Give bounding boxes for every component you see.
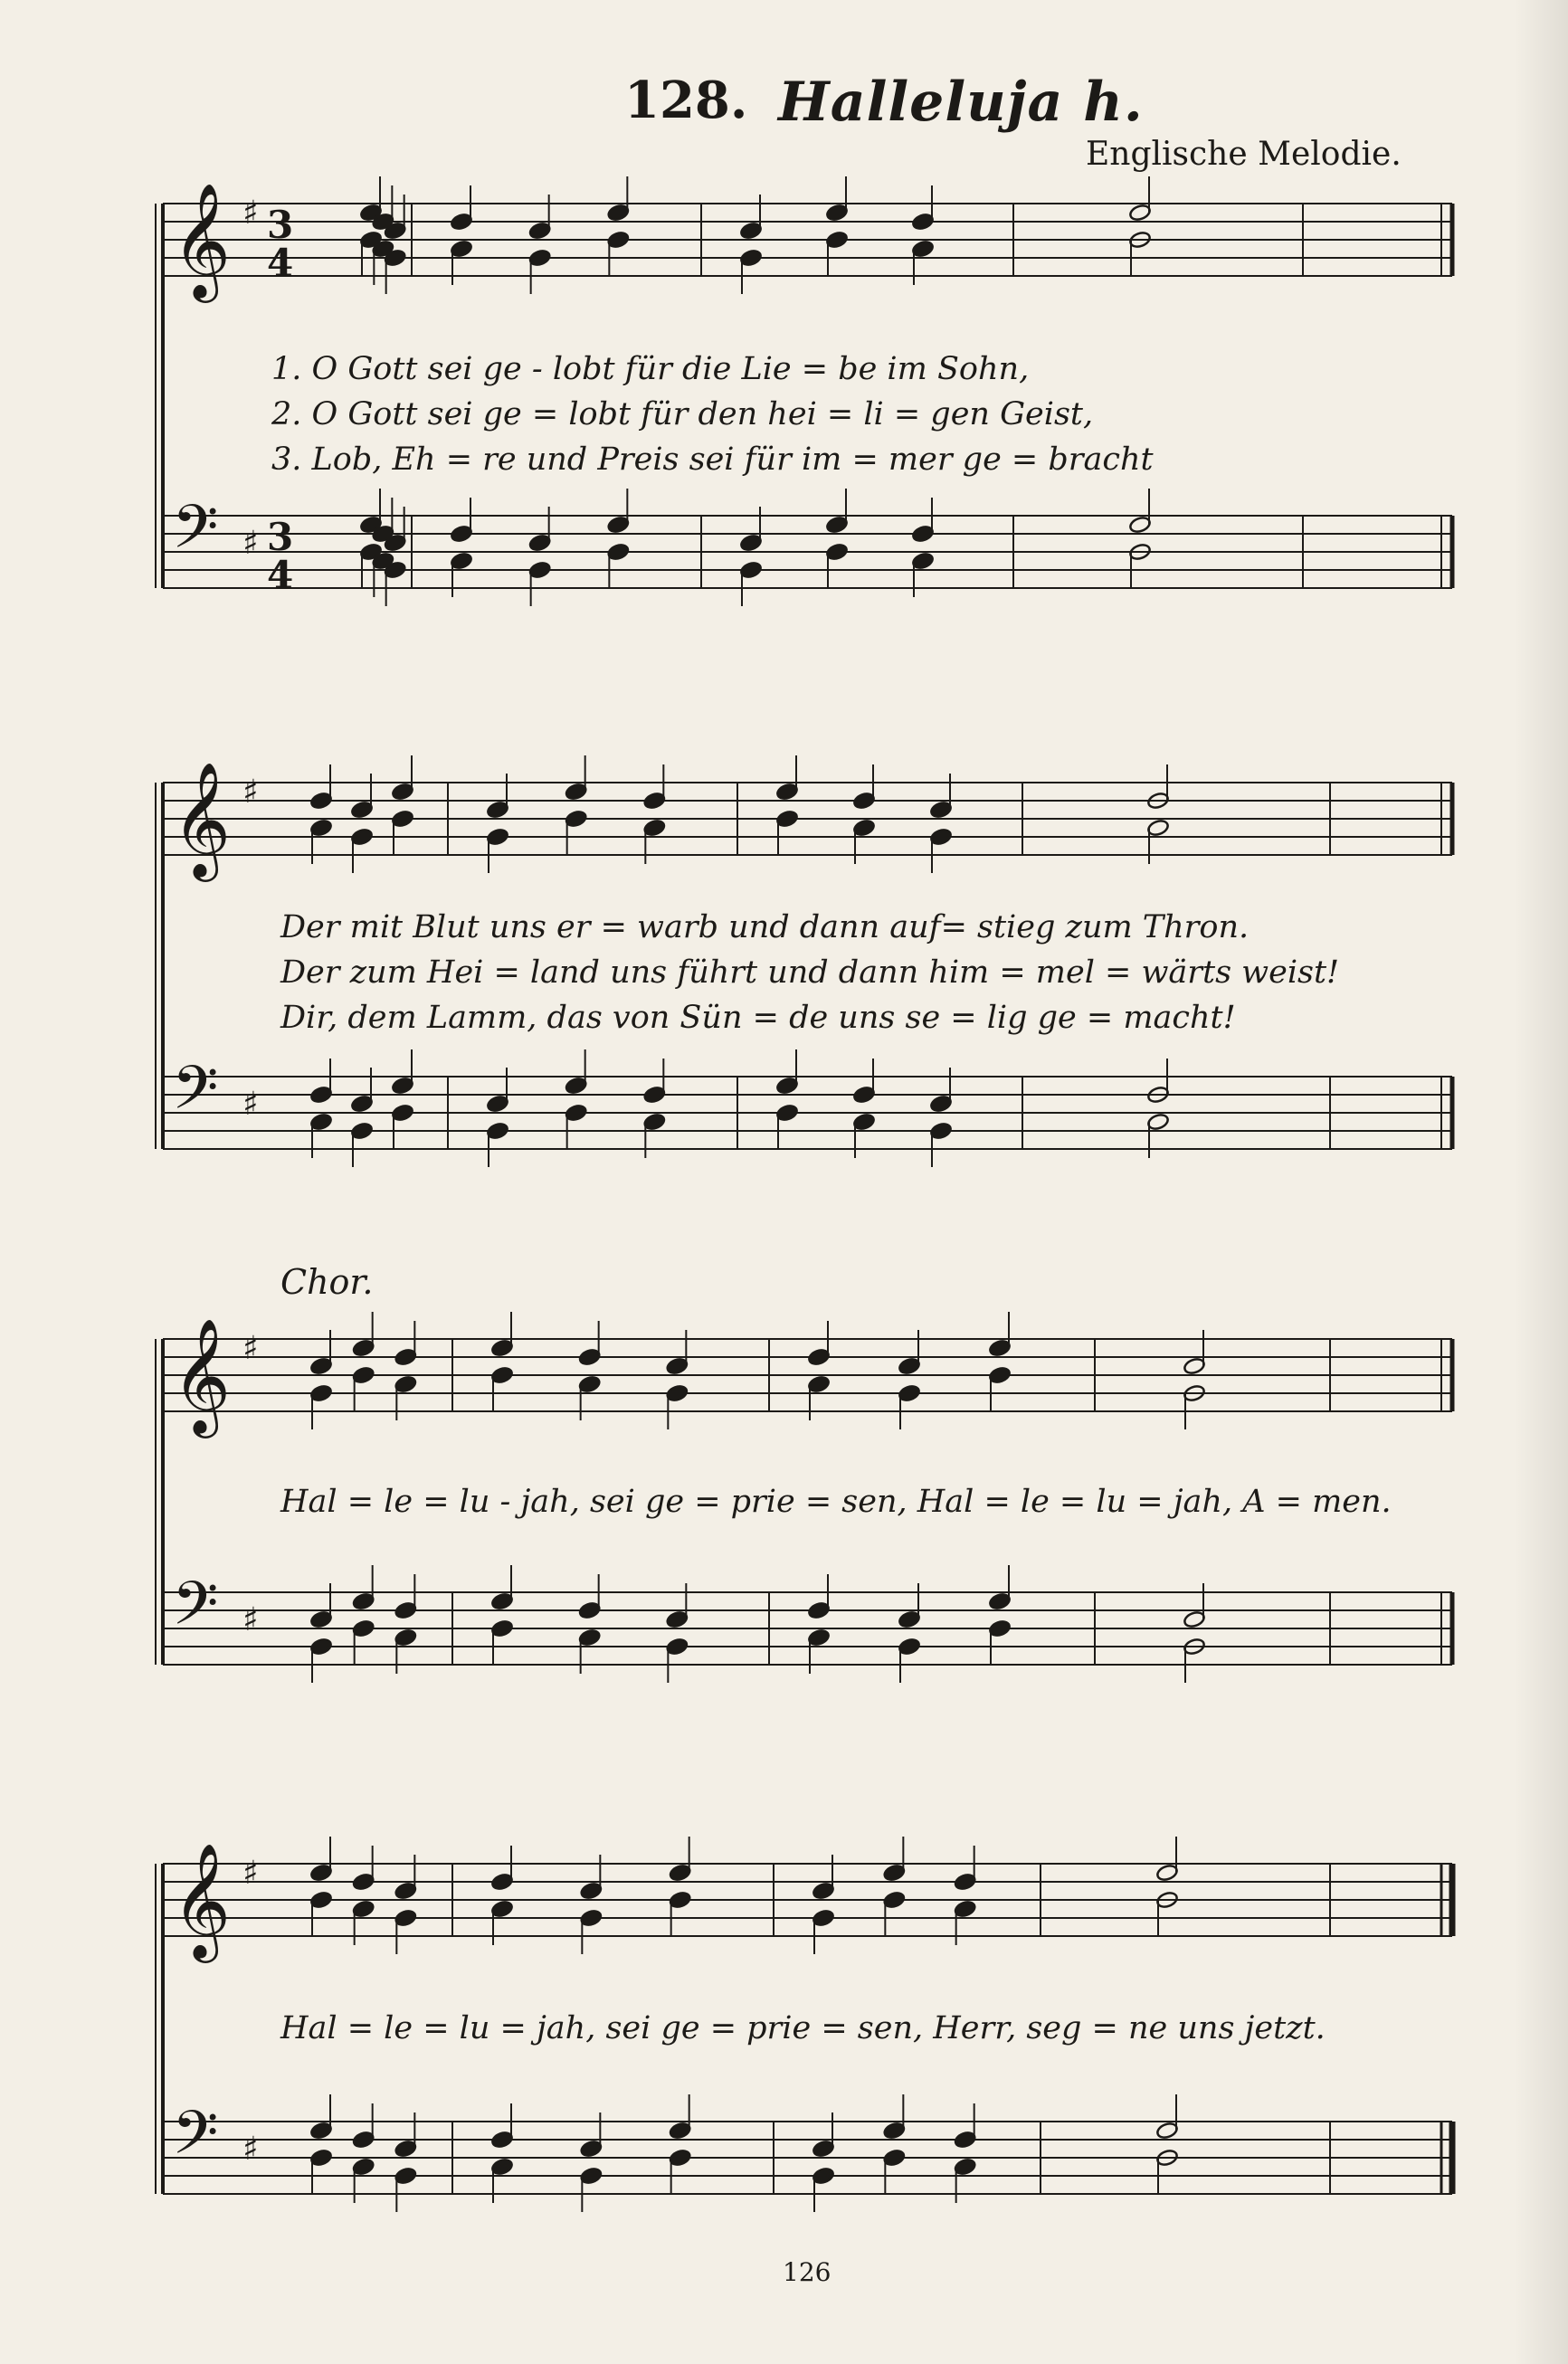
note-head bbox=[391, 810, 413, 829]
note-head bbox=[607, 231, 630, 250]
note-head bbox=[807, 1348, 830, 1367]
note-head bbox=[807, 1601, 830, 1620]
lyric-line-verse3-b: Dir, dem Lamm, das von Sün = de uns se = lig ge = macht! bbox=[280, 1000, 1236, 1036]
note-head bbox=[643, 819, 666, 838]
note-head bbox=[954, 1873, 976, 1892]
note-head bbox=[883, 1864, 906, 1883]
note-head bbox=[350, 801, 373, 820]
note-head bbox=[852, 819, 875, 838]
note-head bbox=[643, 792, 666, 811]
note-head bbox=[486, 1122, 508, 1141]
note-head bbox=[528, 561, 551, 580]
note-head bbox=[309, 1610, 332, 1629]
note-head bbox=[883, 1891, 906, 1910]
note-head bbox=[775, 1077, 798, 1096]
note-head bbox=[565, 810, 587, 829]
lyric-line-verse1-b: Der mit Blut uns er = warb und dann auf= stieg zum Thron. bbox=[280, 909, 1250, 945]
note-head bbox=[898, 1357, 920, 1376]
bass-clef-icon: 𝄢 bbox=[172, 1569, 219, 1653]
note-head bbox=[812, 2140, 834, 2159]
note-head bbox=[883, 2149, 906, 2168]
note-head bbox=[954, 2158, 976, 2177]
note-head bbox=[450, 525, 472, 544]
sharp-icon: ♯ bbox=[242, 1601, 259, 1638]
note-head bbox=[578, 1375, 601, 1394]
note-head bbox=[911, 525, 934, 544]
note-head bbox=[490, 1900, 513, 1919]
note-head bbox=[490, 1339, 513, 1358]
note-head bbox=[309, 1113, 332, 1132]
note-head bbox=[1128, 516, 1151, 535]
lyric-line-verse1-a: 1. O Gott sei ge - lobt für die Lie = be im Sohn, bbox=[271, 351, 1030, 387]
treble-clef-icon: 𝄞 bbox=[172, 1317, 232, 1433]
note-head bbox=[450, 552, 472, 571]
note-head bbox=[490, 2131, 513, 2150]
note-head bbox=[607, 543, 630, 562]
note-head bbox=[309, 2149, 332, 2168]
note-head bbox=[883, 2122, 906, 2141]
note-head bbox=[580, 2140, 603, 2159]
note-head bbox=[775, 783, 798, 802]
note-head bbox=[898, 1384, 920, 1403]
sharp-icon: ♯ bbox=[242, 1086, 259, 1123]
note-head bbox=[352, 1619, 375, 1638]
note-head bbox=[394, 1375, 417, 1394]
note-head bbox=[394, 1601, 417, 1620]
note-head bbox=[450, 213, 472, 232]
note-head bbox=[565, 1077, 587, 1096]
chorus-label: Chor. bbox=[280, 1262, 374, 1302]
binding-shadow bbox=[1514, 0, 1568, 2364]
time-signature-bottom: 4 bbox=[267, 553, 294, 597]
lyric-line-verse2-a: 2. O Gott sei ge = lobt für den hei = li = gen Geist, bbox=[271, 396, 1094, 432]
note-head bbox=[739, 249, 762, 268]
note-head bbox=[578, 1628, 601, 1647]
note-head bbox=[391, 783, 413, 802]
note-head bbox=[309, 2122, 332, 2141]
note-head bbox=[394, 2140, 417, 2159]
note-head bbox=[643, 1086, 666, 1105]
note-head bbox=[391, 1077, 413, 1096]
note-head bbox=[528, 222, 551, 241]
note-head bbox=[565, 1104, 587, 1123]
note-head bbox=[352, 2131, 375, 2150]
note-head bbox=[350, 1095, 373, 1114]
note-head bbox=[352, 1873, 375, 1892]
note-head bbox=[394, 1348, 417, 1367]
note-head bbox=[490, 1366, 513, 1385]
note-head bbox=[607, 204, 630, 223]
note-head bbox=[309, 1891, 332, 1910]
melody-source: Englische Melodie. bbox=[1086, 136, 1402, 173]
note-head bbox=[988, 1592, 1011, 1611]
note-head bbox=[309, 1086, 332, 1105]
note-head bbox=[812, 1909, 834, 1928]
note-head bbox=[812, 1882, 834, 1901]
note-head bbox=[954, 1900, 976, 1919]
note-head bbox=[739, 561, 762, 580]
note-head bbox=[309, 1638, 332, 1657]
note-head bbox=[911, 213, 934, 232]
note-head bbox=[1155, 2122, 1178, 2141]
note-head bbox=[352, 2158, 375, 2177]
note-head bbox=[775, 810, 798, 829]
note-head bbox=[486, 828, 508, 847]
note-head bbox=[490, 1873, 513, 1892]
lyric-line-verse2-b: Der zum Hei = land uns führt und dann him = mel = wärts weist! bbox=[280, 954, 1340, 991]
note-head bbox=[929, 1095, 952, 1114]
note-head bbox=[852, 1113, 875, 1132]
sharp-icon: ♯ bbox=[242, 1330, 259, 1367]
note-head bbox=[580, 1909, 603, 1928]
note-head bbox=[988, 1339, 1011, 1358]
note-head bbox=[807, 1628, 830, 1647]
note-head bbox=[1146, 819, 1169, 838]
note-head bbox=[490, 1592, 513, 1611]
lyric-line-verse3-a: 3. Lob, Eh = re und Preis sei für im = mer ge = bracht bbox=[271, 441, 1154, 478]
note-head bbox=[350, 1122, 373, 1141]
note-head bbox=[852, 1086, 875, 1105]
note-head bbox=[309, 1384, 332, 1403]
note-head bbox=[580, 1882, 603, 1901]
note-head bbox=[825, 543, 848, 562]
note-head bbox=[394, 1628, 417, 1647]
note-head bbox=[988, 1619, 1011, 1638]
bass-clef-icon: 𝄢 bbox=[172, 2098, 219, 2182]
note-head bbox=[394, 1882, 417, 1901]
note-head bbox=[1128, 204, 1151, 223]
note-head bbox=[812, 2167, 834, 2186]
note-head bbox=[352, 1592, 375, 1611]
note-head bbox=[669, 1891, 691, 1910]
note-head bbox=[954, 2131, 976, 2150]
sharp-icon: ♯ bbox=[242, 195, 259, 232]
treble-clef-icon: 𝄞 bbox=[172, 1842, 232, 1958]
note-head bbox=[1155, 1864, 1178, 1883]
note-head bbox=[309, 792, 332, 811]
note-head bbox=[352, 1339, 375, 1358]
note-head bbox=[450, 240, 472, 259]
note-head bbox=[391, 1104, 413, 1123]
note-head bbox=[807, 1375, 830, 1394]
note-head bbox=[352, 1366, 375, 1385]
note-head bbox=[607, 516, 630, 535]
note-head bbox=[669, 1864, 691, 1883]
note-head bbox=[739, 222, 762, 241]
note-head bbox=[309, 819, 332, 838]
note-head bbox=[486, 801, 508, 820]
note-head bbox=[578, 1601, 601, 1620]
note-head bbox=[669, 2122, 691, 2141]
note-head bbox=[1146, 1113, 1169, 1132]
note-head bbox=[666, 1384, 689, 1403]
note-head bbox=[565, 783, 587, 802]
treble-clef-icon: 𝄞 bbox=[172, 761, 232, 877]
sharp-icon: ♯ bbox=[242, 525, 259, 562]
hymn-number: 128. bbox=[624, 71, 748, 130]
note-head bbox=[352, 1900, 375, 1919]
time-signature-top: 3 bbox=[267, 203, 294, 247]
time-signature-top: 3 bbox=[267, 515, 294, 559]
note-head bbox=[394, 2167, 417, 2186]
note-head bbox=[350, 828, 373, 847]
note-head bbox=[825, 231, 848, 250]
note-head bbox=[666, 1638, 689, 1657]
note-head bbox=[490, 2158, 513, 2177]
note-head bbox=[1183, 1357, 1205, 1376]
note-head bbox=[669, 2149, 691, 2168]
note-head bbox=[666, 1610, 689, 1629]
treble-clef-icon: 𝄞 bbox=[172, 182, 232, 298]
hymn-title: Halleluja h. bbox=[778, 71, 1144, 134]
bass-clef-icon: 𝄢 bbox=[172, 1053, 219, 1137]
note-head bbox=[929, 1122, 952, 1141]
note-head bbox=[898, 1610, 920, 1629]
note-head bbox=[578, 1348, 601, 1367]
sharp-icon: ♯ bbox=[242, 1855, 259, 1892]
note-head bbox=[528, 249, 551, 268]
note-head bbox=[580, 2167, 603, 2186]
time-signature-bottom: 4 bbox=[267, 241, 294, 285]
note-head bbox=[988, 1366, 1011, 1385]
note-head bbox=[898, 1638, 920, 1657]
sharp-icon: ♯ bbox=[242, 2131, 259, 2168]
note-head bbox=[911, 240, 934, 259]
note-head bbox=[929, 828, 952, 847]
lyric-line-chorus-a: Hal = le = lu - jah, sei ge = prie = sen, Hal = le = lu = jah, A = men. bbox=[280, 1484, 1392, 1520]
note-head bbox=[666, 1357, 689, 1376]
note-head bbox=[309, 1864, 332, 1883]
note-head bbox=[490, 1619, 513, 1638]
sharp-icon: ♯ bbox=[242, 774, 259, 811]
note-head bbox=[1183, 1610, 1205, 1629]
note-head bbox=[825, 204, 848, 223]
lyric-line-chorus-b: Hal = le = lu = jah, sei ge = prie = sen, Herr, seg = ne uns jetzt. bbox=[280, 2010, 1326, 2046]
note-head bbox=[394, 1909, 417, 1928]
note-head bbox=[825, 516, 848, 535]
note-head bbox=[486, 1095, 508, 1114]
note-head bbox=[309, 1357, 332, 1376]
note-head bbox=[911, 552, 934, 571]
page-number: 126 bbox=[783, 2257, 832, 2287]
bass-clef-icon: 𝄢 bbox=[172, 492, 219, 576]
note-head bbox=[929, 801, 952, 820]
note-head bbox=[739, 534, 762, 553]
note-head bbox=[775, 1104, 798, 1123]
note-head bbox=[528, 534, 551, 553]
note-head bbox=[643, 1113, 666, 1132]
note-head bbox=[852, 792, 875, 811]
